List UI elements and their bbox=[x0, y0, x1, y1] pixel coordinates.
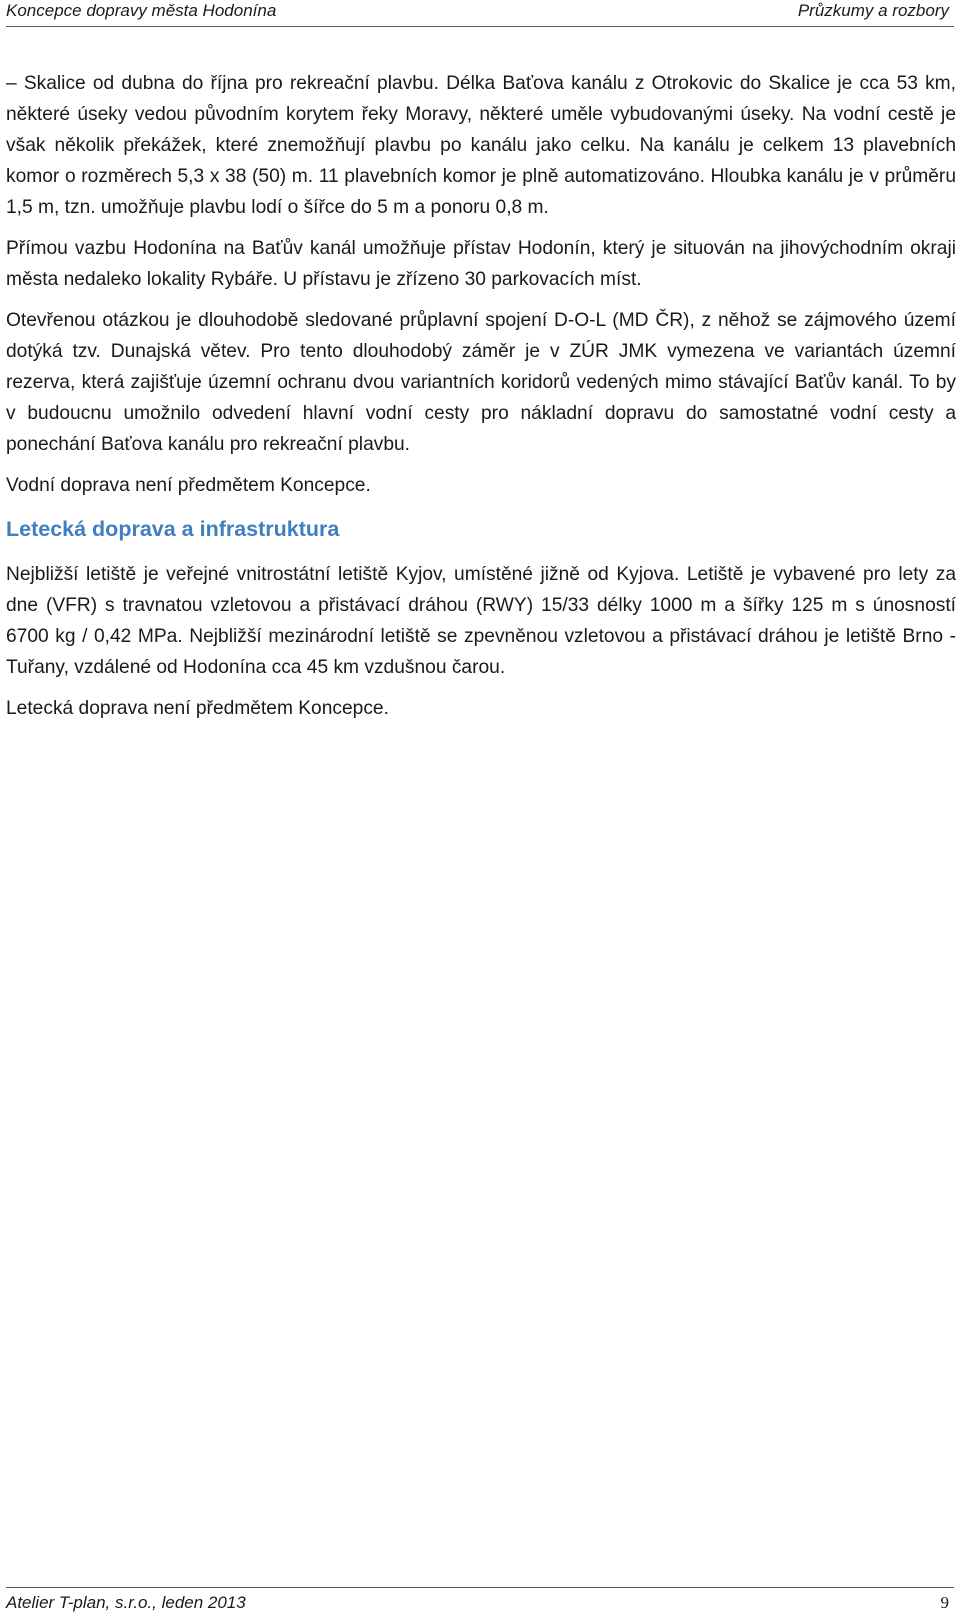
footer-author-date: Atelier T-plan, s.r.o., leden 2013 bbox=[6, 1593, 246, 1612]
header-section-title: Průzkumy a rozbory bbox=[797, 1, 949, 20]
paragraph-air-transport-note: Letecká doprava není předmětem Koncepce. bbox=[6, 698, 389, 719]
page-header bbox=[6, 0, 954, 27]
page-footer bbox=[6, 1587, 954, 1618]
footer-page-number: 9 bbox=[940, 1593, 949, 1612]
paragraph-bata-canal: – Skalice od dubna do října pro rekreační plavbu. Délka Baťova kanálu z Otrokovic do Skalice je cca 53 km, některé úseky vedou původním korytem řeky Moravy, některé uměle vybudovanými úseky. Na vodní cestě je však několik překážek, které znemožňují plavbu po kanálu jako celku. Na kanálu je celkem 13 plavebních komor o rozměrech 5,3 x 38 (50) m. 11 plavebních komor je plně automatizováno. Hloubka kanálu je v průměru 1,5 m, tzn. umožňuje plavbu lodí o šířce do 5 m a ponoru 0,8 m. bbox=[6, 73, 956, 218]
paragraph-water-transport-note: Vodní doprava není předmětem Koncepce. bbox=[6, 475, 371, 496]
paragraph-kyjov-airport: Nejbližší letiště je veřejné vnitrostátní letiště Kyjov, umístěné jižně od Kyjova. Letiště je vybavené pro lety za dne (VFR) s travnatou vzletovou a přistávací dráhou (RWY) 15/33 délky 1000 m a šířky 125 m s únosností 6700 kg / 0,42 MPa. Nejbližší mezinárodní letiště se zpevněnou vzletovou a přistávací dráhou je letiště Brno - Tuřany, vzdálené od Hodonína cca 45 km vzdušnou čarou. bbox=[6, 564, 956, 678]
header-document-title: Koncepce dopravy města Hodonína bbox=[6, 1, 277, 20]
paragraph-hodonin-port: Přímou vazbu Hodonína na Baťův kanál umožňuje přístav Hodonín, který je situován na jihovýchodním okraji města nedaleko lokality Rybáře. U přístavu je zřízeno 30 parkovacích míst. bbox=[6, 238, 956, 290]
page-content bbox=[6, 68, 956, 734]
section-heading-air-transport: Letecká doprava a infrastruktura bbox=[6, 517, 340, 541]
paragraph-dol-canal: Otevřenou otázkou je dlouhodobě sledované průplavní spojení D-O-L (MD ČR), z něhož se zájmového území dotýká tzv. Dunajská větev. Pro tento dlouhodobý záměr je v ZÚR JMK vymezena ve variantách územní rezerva, která zajišťuje územní ochranu dvou variantních koridorů vedených mimo stávající Baťův kanál. To by v budoucnu umožnilo odvedení hlavní vodní cesty pro nákladní dopravu do samostatné vodní cesty a ponechání Baťova kanálu pro rekreační plavbu. bbox=[6, 310, 956, 455]
